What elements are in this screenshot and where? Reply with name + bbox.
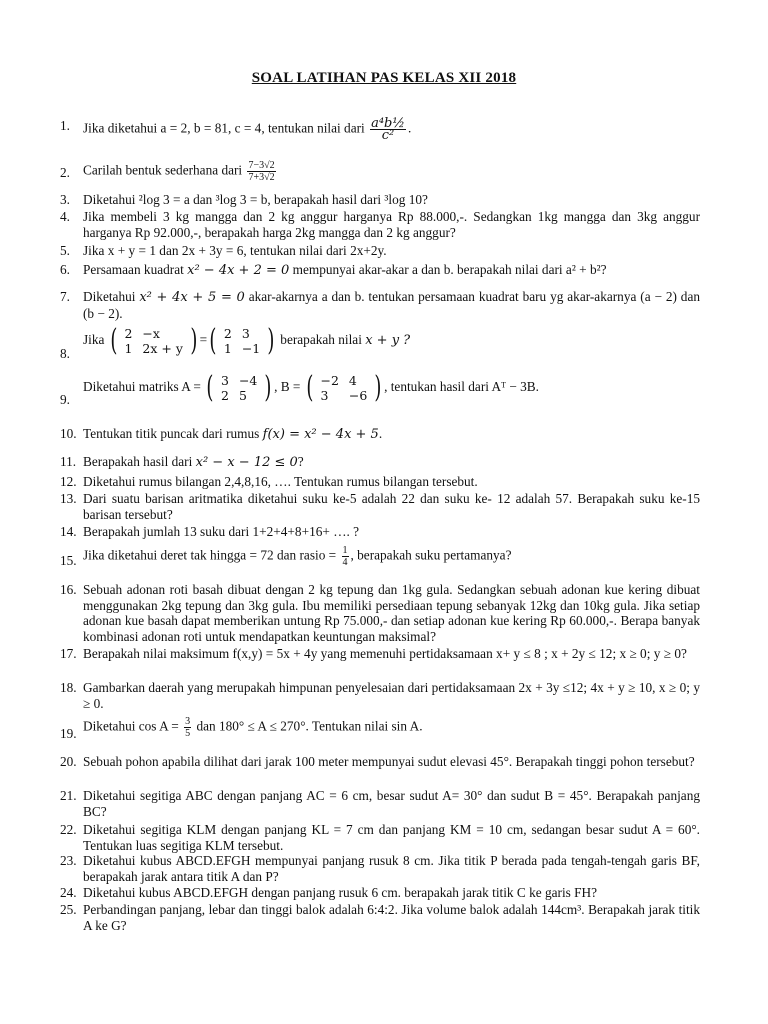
question-text-mid: , B = xyxy=(274,379,301,395)
question-text: Diketahui kubus ABCD.EFGH mempunyai panjang rusuk 8 cm. Jika titik P berada pada tengah-tengah garis BF, berapakah jarak antara titik A dan P? xyxy=(83,853,700,884)
matrix-cell: 1 xyxy=(124,341,133,356)
matrix-cell: 3 xyxy=(241,326,250,341)
matrix-cell: −2 xyxy=(320,373,339,388)
question-number: 6. xyxy=(60,262,70,277)
question-20 xyxy=(60,754,700,770)
question-text-cont: berapakah nilai xyxy=(280,332,362,348)
question-text: Diketahui segitiga KLM dengan panjang KL = 7 cm dan panjang KM = 10 cm, sedangan besar sudut A = 60°. Tentukan luas segitiga KLM tersebut. xyxy=(83,822,700,853)
question-number: 16. xyxy=(60,582,77,597)
question-text: Sebuah pohon apabila dilihat dari jarak 100 meter mempunyai sudut elevasi 45°. Berapakah tinggi pohon tersebut? xyxy=(83,754,695,769)
question-number: 25. xyxy=(60,902,77,917)
page-title: SOAL LATIHAN PAS KELAS XII 2018 xyxy=(251,70,517,86)
question-text: Carilah bentuk sederhana dari xyxy=(83,162,243,178)
question-7 xyxy=(60,289,700,321)
question-text-cont: dan 180° ≤ A ≤ 270°. Tentukan nilai sin A. xyxy=(196,718,423,734)
question-21 xyxy=(60,788,700,819)
matrix-cell: 2 xyxy=(124,326,133,341)
math-expression: x + y ? xyxy=(365,333,411,349)
question-2 xyxy=(60,160,700,183)
matrix-cell: 3 xyxy=(220,373,229,388)
equals-sign: = xyxy=(199,332,208,348)
question-number: 18. xyxy=(60,680,77,695)
question-24 xyxy=(60,885,700,901)
question-text-cont: ? xyxy=(297,454,304,469)
question-3 xyxy=(60,192,700,208)
question-4 xyxy=(60,209,700,240)
question-17 xyxy=(60,646,700,662)
math-expression: x² − x − 12 ≤ 0 xyxy=(195,455,298,470)
question-9 xyxy=(60,370,700,407)
question-text: Sebuah adonan roti basah dibuat dengan 2 kg tepung dan 1kg gula. Sedangkan sebuah adonan kue kering dibuat menggunakan 2kg tepung dan 3kg gula. Ibu memiliki persediaan tepung sebanyak 12kg dan 10kg gula. Jika setiap adonan kue basah dapat memberikan untung Rp 75.000,- dan setiap adonan kue kering Rp 60.000,-. Berapa banyak kombinasi adonan roti untuk mendapatkan keuntungan maksimal? xyxy=(83,582,700,644)
question-text: Diketahui cos A = xyxy=(83,718,179,734)
question-text: Perbandingan panjang, lebar dan tinggi balok adalah 6:4:2. Jika volume balok adalah 144cm³. Berapakah jarak titik A ke G? xyxy=(83,902,700,933)
question-text: Diketahui segitiga ABC dengan panjang AC = 6 cm, besar sudut A= 30° dan sudut B = 45°. Berapakah panjang BC? xyxy=(83,788,700,819)
question-text: Berapakah hasil dari xyxy=(83,454,193,469)
question-text: Diketahui ²log 3 = a dan ³log 3 = b, berapakah hasil dari ³log 10? xyxy=(83,192,428,207)
question-number: 5. xyxy=(60,243,70,258)
question-text-cont: mempunyai akar-akar a dan b. berapakah nilai dari a² + b²? xyxy=(292,262,607,277)
question-text: Diketahui matriks A = xyxy=(83,379,201,395)
question-number: 4. xyxy=(60,209,70,224)
question-15 xyxy=(60,545,700,568)
question-text: Tentukan titik puncak dari rumus xyxy=(83,426,260,441)
math-expression: x² + 4x + 5 = 0 xyxy=(139,290,245,305)
math-expression: x² − 4x + 2 = 0 xyxy=(187,263,290,278)
math-expression: f(x) = x² − 4x + 5 xyxy=(262,427,379,442)
matrix-b: ( −2 4 3 −6 ) xyxy=(306,370,382,405)
matrix: ( 2 3 1 −1 ) xyxy=(209,323,275,358)
matrix-cell: −x xyxy=(142,326,160,341)
question-text: Diketahui kubus ABCD.EFGH dengan panjang rusuk 6 cm. berapakah jarak titik C ke garis FH? xyxy=(83,885,598,900)
fraction-numerator: a⁴b½ xyxy=(371,116,405,131)
question-number: 15. xyxy=(60,553,77,568)
fraction xyxy=(184,716,191,739)
fraction-denominator: 5 xyxy=(185,728,191,739)
question-text: Jika diketahui deret tak hingga = 72 dan rasio = xyxy=(83,547,337,563)
question-8 xyxy=(60,323,700,361)
fraction xyxy=(370,118,406,141)
matrix-cell: 2x + y xyxy=(142,341,183,356)
question-text: Jika diketahui a = 2, b = 81, c = 4, tentukan nilai dari xyxy=(83,120,365,136)
question-10 xyxy=(60,426,700,443)
question-1 xyxy=(60,118,700,141)
question-number: 7. xyxy=(60,289,70,304)
matrix-cell: −1 xyxy=(241,341,261,356)
question-text: Berapakah nilai maksimum f(x,y) = 5x + 4y yang memenuhi pertidaksamaan x+ y ≤ 8 ; x + 2y ≤ 12; x ≥ 0; y ≥ 0? xyxy=(83,646,687,661)
question-number: 14. xyxy=(60,524,77,539)
question-18 xyxy=(60,680,700,711)
question-number: 12. xyxy=(60,474,77,489)
question-text-cont: , berapakah suku pertamanya? xyxy=(350,547,512,563)
question-text: Berapakah jumlah 13 suku dari 1+2+4+8+16+ …. ? xyxy=(83,524,360,539)
question-text: Jika membeli 3 kg mangga dan 2 kg anggur harganya Rp 88.000,-. Sedangkan 1kg mangga dan 3kg anggur harganya Rp 92.000,-, berapakah harga 2kg mangga dan 2 kg anggur? xyxy=(83,209,700,240)
question-text: Jika xyxy=(83,332,105,348)
matrix-cell: −4 xyxy=(238,373,258,388)
fraction-denominator: 4 xyxy=(342,557,348,568)
matrix-cell: 1 xyxy=(223,341,232,356)
question-number: 21. xyxy=(60,788,77,803)
question-number: 17. xyxy=(60,646,77,661)
question-number: 11. xyxy=(60,454,77,469)
matrix-cell: 2 xyxy=(220,388,229,403)
matrix-cell: 3 xyxy=(320,388,329,403)
question-text: Diketahui xyxy=(83,289,136,304)
question-number: 23. xyxy=(60,853,77,868)
question-text-cont: . xyxy=(378,426,383,441)
question-number: 1. xyxy=(60,118,70,133)
question-number: 3. xyxy=(60,192,70,207)
question-number: 9. xyxy=(60,392,70,407)
question-5 xyxy=(60,243,700,259)
question-13 xyxy=(60,491,700,522)
matrix-cell: 2 xyxy=(223,326,232,341)
question-16 xyxy=(60,582,700,644)
question-text-cont: akar-akarnya a dan b. tentukan persamaan kuadrat baru yg akar-akarnya (a − 2) dan (b − 2). xyxy=(83,289,701,321)
fraction xyxy=(342,545,349,568)
question-number: 13. xyxy=(60,491,77,506)
question-number: 8. xyxy=(60,346,70,361)
matrix-cell: 4 xyxy=(348,373,357,388)
question-23 xyxy=(60,853,700,884)
question-number: 10. xyxy=(60,426,77,441)
question-19 xyxy=(60,716,700,739)
fraction-denominator: c² xyxy=(381,128,395,143)
question-12 xyxy=(60,474,700,490)
question-25 xyxy=(60,902,700,933)
question-text: Dari suatu barisan aritmatika diketahui suku ke-5 adalah 22 dan suku ke- 12 adalah 57. Berapakah suku ke-15 barisan tersebut? xyxy=(83,491,700,522)
question-text: Diketahui rumus bilangan 2,4,8,16, …. Tentukan rumus bilangan tersebut. xyxy=(83,474,478,489)
question-tail: . xyxy=(407,120,412,136)
question-6 xyxy=(60,262,700,279)
question-number: 20. xyxy=(60,754,77,769)
question-text: Gambarkan daerah yang merupakah himpunan penyelesaian dari pertidaksamaan 2x + 3y ≤12; 4x + y ≥ 10, x ≥ 0; y ≥ 0. xyxy=(83,680,700,711)
matrix: ( 2 −x 1 2x + y ) xyxy=(110,323,198,358)
fraction-denominator: 7+3√2 xyxy=(248,172,275,183)
question-text-cont: , tentukan hasil dari Aᵀ − 3B. xyxy=(384,379,539,395)
question-text: Persamaan kuadrat xyxy=(83,262,184,277)
fraction-numerator: 3 xyxy=(185,716,191,727)
matrix-a: ( 3 −4 2 5 ) xyxy=(206,370,272,405)
question-number: 2. xyxy=(60,165,70,180)
question-22 xyxy=(60,822,700,853)
question-number: 22. xyxy=(60,822,77,837)
matrix-cell: −6 xyxy=(348,388,368,403)
fraction xyxy=(247,160,275,183)
matrix-cell: 5 xyxy=(238,388,247,403)
fraction-numerator: 1 xyxy=(342,545,348,556)
question-number: 24. xyxy=(60,885,77,900)
question-text: Jika x + y = 1 dan 2x + 3y = 6, tentukan nilai dari 2x+2y. xyxy=(83,243,387,258)
question-number: 19. xyxy=(60,726,77,741)
question-14 xyxy=(60,524,700,540)
question-11 xyxy=(60,454,700,471)
fraction-numerator: 7−3√2 xyxy=(248,160,275,171)
